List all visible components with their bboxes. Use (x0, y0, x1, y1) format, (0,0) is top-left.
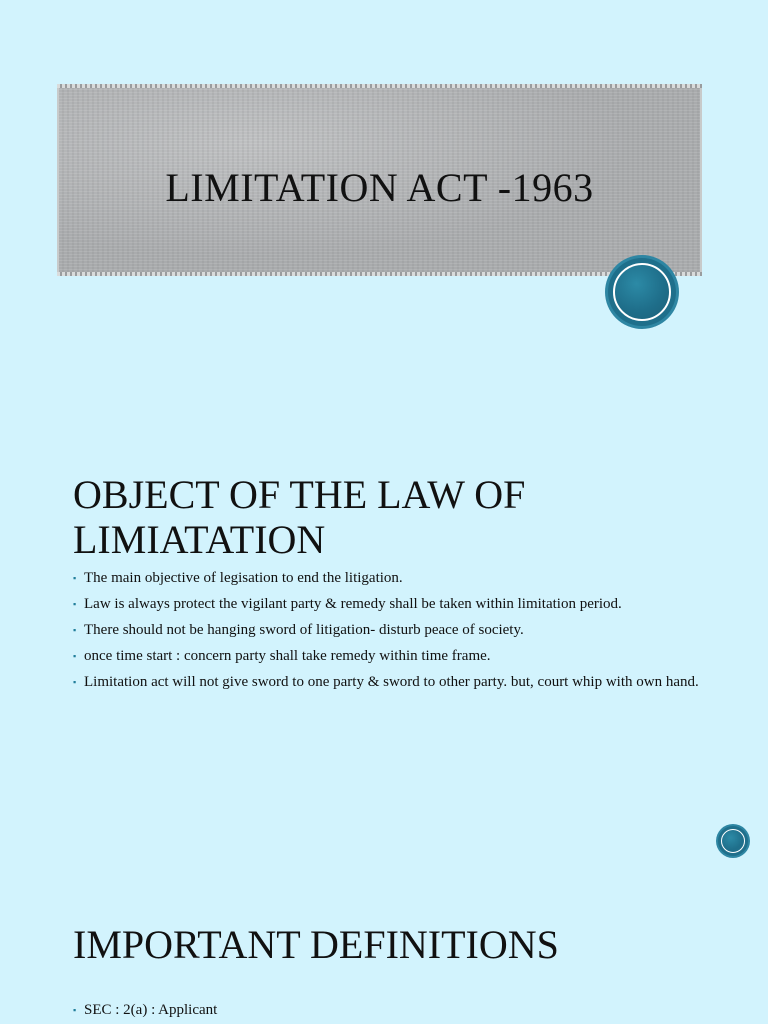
list-item (73, 596, 713, 613)
list-item-text: Limitation act will not give sword to one party & sword to other party. but, court whip with own hand. (84, 674, 699, 690)
list-item-text: Law is always protect the vigilant party & remedy shall be taken within limitation period. (84, 596, 622, 612)
banner-border-bottom (57, 272, 702, 276)
banner-border-top (57, 84, 702, 88)
definitions-bullet-list (73, 1002, 713, 1024)
list-item (73, 1002, 713, 1019)
heading-line-1: OBJECT OF THE LAW OF (73, 472, 526, 517)
list-item-text: once time start : concern party shall take remedy within time frame. (84, 648, 491, 664)
list-item-text: There should not be hanging sword of litigation- disturb peace of society. (84, 622, 524, 638)
list-item (73, 648, 713, 665)
bullet-icon: ▪ (73, 677, 77, 687)
circle-ornament-small-icon (718, 826, 748, 856)
bullet-icon: ▪ (73, 573, 77, 583)
circle-ornament-icon (608, 258, 676, 326)
section-heading-object (73, 472, 713, 562)
bullet-icon: ▪ (73, 1005, 77, 1015)
bullet-icon: ▪ (73, 651, 77, 661)
section-heading-definitions: IMPORTANT DEFINITIONS (73, 922, 559, 967)
bullet-icon: ▪ (73, 599, 77, 609)
bullet-icon: ▪ (73, 625, 77, 635)
heading-line-2: LIMIATATION (73, 517, 326, 562)
list-item (73, 570, 713, 587)
list-item-text: SEC : 2(a) : Applicant (84, 1002, 218, 1018)
list-item (73, 622, 713, 639)
object-bullet-list (73, 570, 713, 700)
list-item (73, 674, 713, 691)
main-title: LIMITATION ACT -1963 (165, 165, 594, 210)
title-banner (57, 84, 702, 276)
list-item-text: The main objective of legisation to end the litigation. (84, 570, 403, 586)
